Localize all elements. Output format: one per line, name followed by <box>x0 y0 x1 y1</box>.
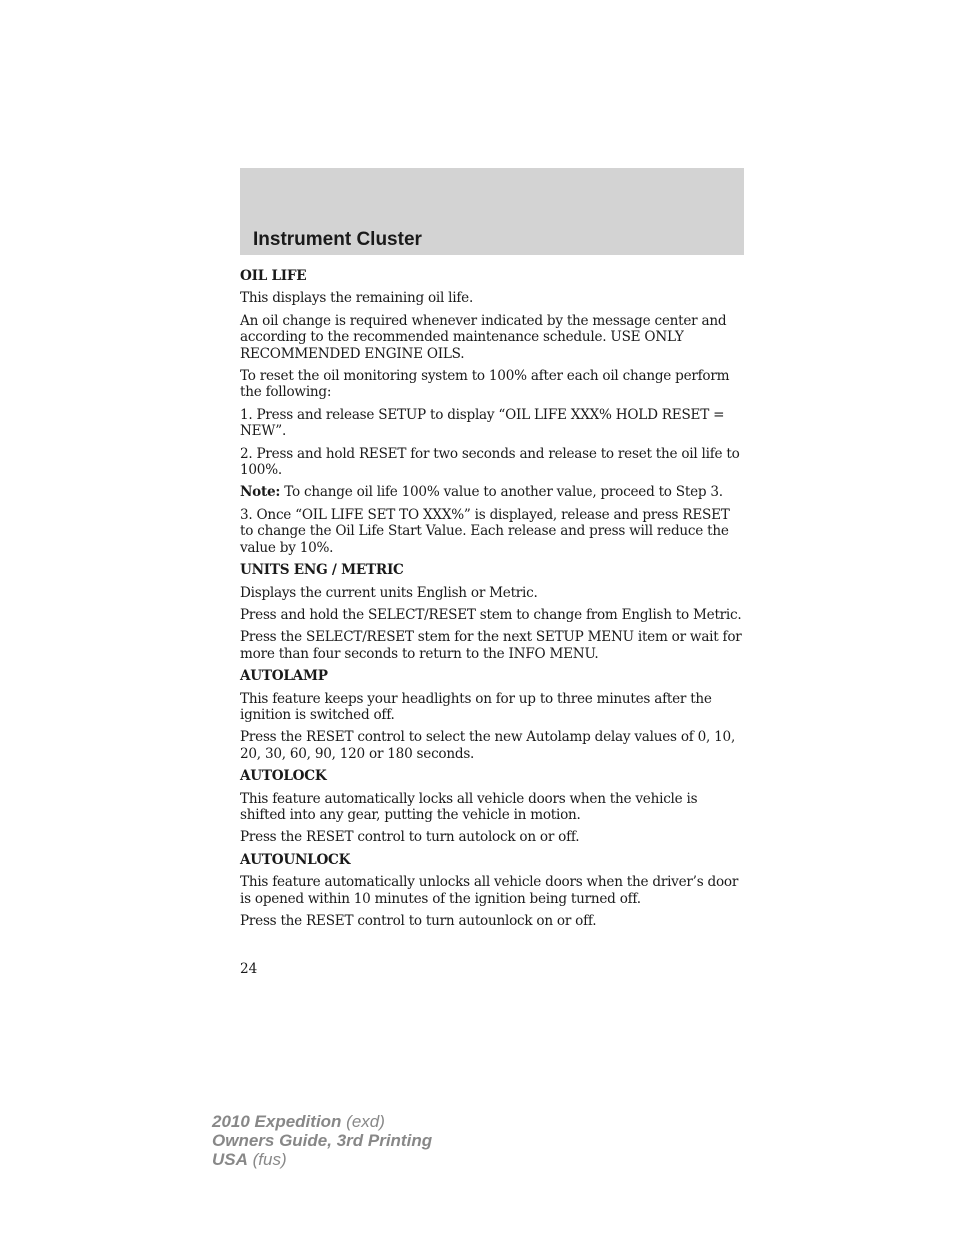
paragraph: This displays the remaining oil life. <box>240 290 474 307</box>
paragraph: Press the RESET control to select the new Autolamp delay values of 0, 10, 20, 30, 60, 90, 120 or 180 seconds. <box>240 729 736 762</box>
footer <box>212 1112 432 1169</box>
footer-market: USA <box>212 1150 248 1169</box>
heading-autounlock: AUTOUNLOCK <box>240 851 351 868</box>
paragraph: Press the RESET control to turn autounlock on or off. <box>240 913 597 929</box>
section-header-band <box>240 168 744 255</box>
paragraph: This feature automatically locks all vehicle doors when the vehicle is shifted into any gear, putting the vehicle in motion. <box>240 790 698 823</box>
page-number: 24 <box>240 961 258 977</box>
note <box>240 484 744 500</box>
heading-units: UNITS ENG / METRIC <box>240 562 404 579</box>
heading-autolock: AUTOLOCK <box>240 768 327 785</box>
paragraph: To reset the oil monitoring system to 100% after each oil change perform the following: <box>240 368 730 401</box>
paragraph: Press and hold the SELECT/RESET stem to change from English to Metric. <box>240 606 742 623</box>
page-content <box>240 268 744 935</box>
heading-autolamp: AUTOLAMP <box>240 668 328 685</box>
footer-market-code: (fus) <box>247 1150 287 1169</box>
footer-line-1 <box>212 1112 432 1131</box>
step-2: 2. Press and hold RESET for two seconds and release to reset the oil life to 100%. <box>240 445 740 479</box>
paragraph: An oil change is required whenever indicated by the message center and according to the recommended maintenance schedule. USE ONLY RECOMMENDED ENGINE OILS. <box>240 312 727 362</box>
step-3: 3. Once “OIL LIFE SET TO XXX%” is displayed, release and press RESET to change the Oil Life Start Value. Each release and press will reduce the value by 10%. <box>240 506 730 556</box>
paragraph: Press the SELECT/RESET stem for the next SETUP MENU item or wait for more than four seconds to return to the INFO MENU. <box>240 629 742 662</box>
paragraph: Press the RESET control to turn autolock on or off. <box>240 829 580 846</box>
footer-model: 2010 Expedition <box>212 1112 342 1131</box>
footer-line-3 <box>212 1150 432 1169</box>
footer-model-code: (exd) <box>341 1112 385 1131</box>
footer-line-2: Owners Guide, 3rd Printing <box>212 1131 433 1150</box>
note-label: Note: <box>240 484 281 501</box>
step-1: 1. Press and release SETUP to display “OIL LIFE XXX% HOLD RESET = NEW”. <box>240 406 725 440</box>
note-text: To change oil life 100% value to another value, proceed to Step 3. <box>280 484 723 501</box>
section-title: Instrument Cluster <box>253 229 422 250</box>
paragraph: Displays the current units English or Metric. <box>240 584 538 601</box>
paragraph: This feature keeps your headlights on for up to three minutes after the ignition is switched off. <box>240 690 712 723</box>
paragraph: This feature automatically unlocks all vehicle doors when the driver’s door is opened within 10 minutes of the ignition being turned off. <box>240 874 739 907</box>
heading-oil-life: OIL LIFE <box>240 268 307 284</box>
